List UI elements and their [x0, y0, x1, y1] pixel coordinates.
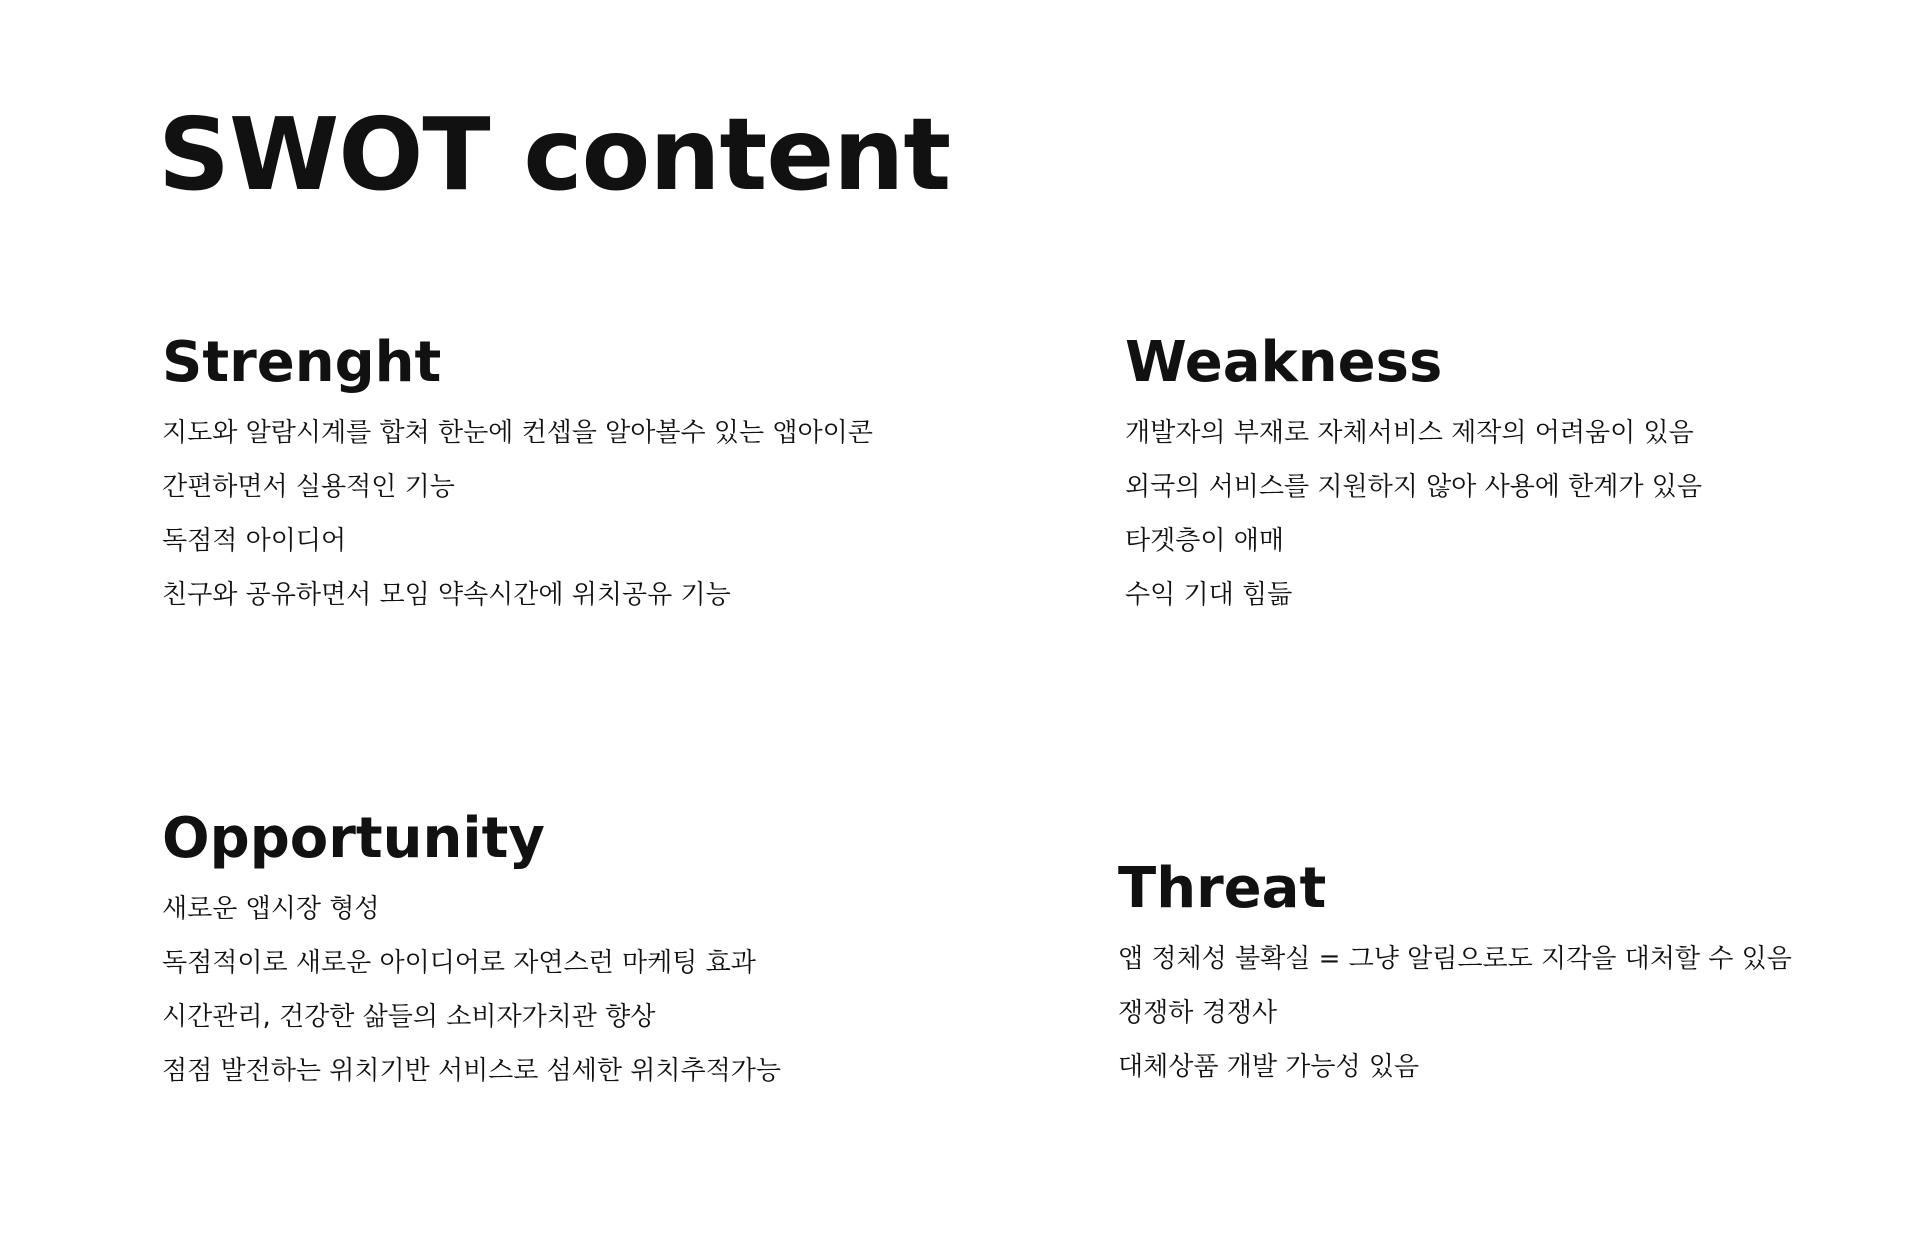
- page-title: SWOT content: [158, 96, 951, 213]
- threat-heading: Threat: [1118, 856, 1327, 921]
- list-item: 쟁쟁하 경쟁사: [1118, 997, 1277, 1028]
- list-item: 시간관리, 건강한 삶들의 소비자가치관 향상: [162, 1001, 656, 1032]
- threat-list: [1118, 932, 1792, 1094]
- strength-heading: Strenght: [162, 330, 442, 395]
- list-item: 간편하면서 실용적인 기능: [162, 471, 455, 502]
- list-item: 외국의 서비스를 지원하지 않아 사용에 한계가 있음: [1125, 471, 1703, 502]
- list-item: 지도와 알람시계를 합쳐 한눈에 컨셉을 알아볼수 있는 앱아이콘: [162, 417, 873, 448]
- opportunity-list: [162, 882, 781, 1098]
- weakness-section: [1125, 332, 1702, 622]
- list-item: 수익 기대 힘듦: [1125, 579, 1293, 610]
- weakness-heading: Weakness: [1125, 330, 1443, 395]
- list-item: 앱 정체성 불확실 = 그냥 알림으로도 지각을 대처할 수 있음: [1118, 943, 1792, 974]
- opportunity-section: [162, 808, 781, 1098]
- list-item: 대체상품 개발 가능성 있음: [1118, 1051, 1420, 1082]
- list-item: 독점적이로 새로운 아이디어로 자연스런 마케팅 효과: [162, 947, 756, 978]
- list-item: 점점 발전하는 위치기반 서비스로 섬세한 위치추적가능: [162, 1055, 781, 1086]
- threat-section: [1118, 858, 1792, 1094]
- strength-section: [162, 332, 873, 622]
- list-item: 독점적 아이디어: [162, 525, 347, 556]
- strength-list: [162, 406, 873, 622]
- opportunity-heading: Opportunity: [162, 806, 545, 871]
- list-item: 개발자의 부재로 자체서비스 제작의 어려움이 있음: [1125, 417, 1694, 448]
- list-item: 친구와 공유하면서 모임 약속시간에 위치공유 기능: [162, 579, 731, 610]
- list-item: 타겟층이 애매: [1125, 525, 1284, 556]
- weakness-list: [1125, 406, 1702, 622]
- list-item: 새로운 앱시장 형성: [162, 893, 380, 924]
